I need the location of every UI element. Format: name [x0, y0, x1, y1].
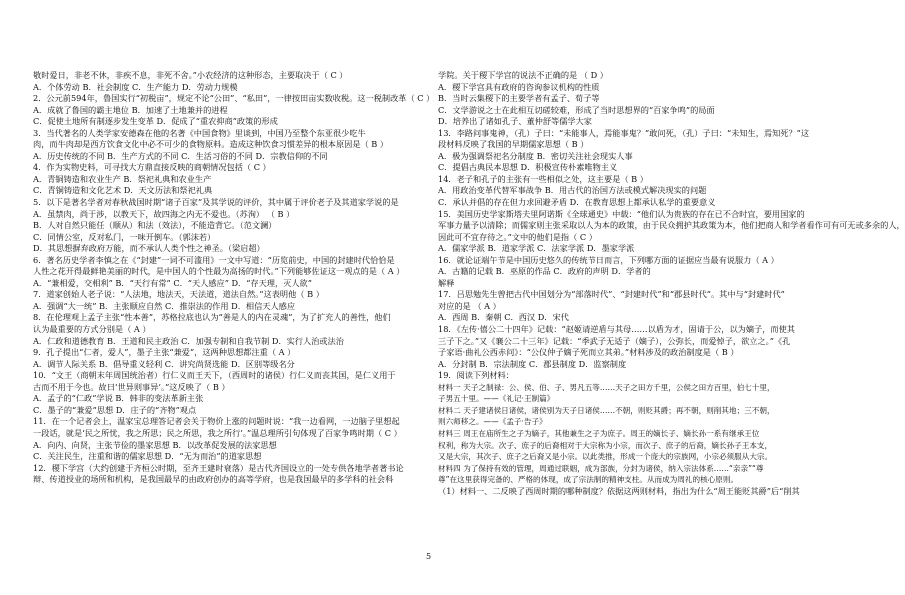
text-line: A．历史传统的不同 B．生产方式的不同 C．生活习俗的不同 D．宗教信仰的不同	[33, 150, 328, 161]
text-line: A．稷下学宫具有政府的咨询参议机构的性质	[438, 81, 600, 92]
text-line: 对应的是 （ A ）	[438, 300, 501, 311]
text-line: （1）材料一、二反映了西周时期的哪种制度？依据这两则材料，指出为什么“周王能贬其爵”后“削其	[438, 485, 800, 496]
text-line: C．促使土地所有制逐步发生变革 D．促成了“重农抑商”政策的形成	[33, 116, 278, 127]
text-line: 16．就论证端午节是中国历史悠久的传统节日而言，下列哪方面的证据应当最有说服力（ A ）	[438, 254, 779, 265]
text-line: C．关注民生，注重和谐的儒家思想 D．“无为而治”的道家思想	[33, 451, 262, 462]
text-line: A．西周 B．秦朝 C．西汉 D．宋代	[438, 312, 569, 323]
text-line: A．个体劳动 B．社会制度 C．生产能力 D．劳动力规模	[33, 81, 238, 92]
text-line: D．培养出了诸如孔子、董仲舒等儒学大家	[438, 116, 592, 127]
text-line: A．仁政和道德教育 B．王道和民主政治 C．加强专制和自我节制 D．实行人治或法治	[33, 335, 344, 346]
text-line: 12．稷下学宫（大约创建于齐桓公时期，至齐王建时衰落）是古代齐国设立的一处专供各地学者著书论	[33, 462, 404, 473]
text-line: 段材料反映了我国的早期儒家思想（ B ）	[438, 139, 589, 150]
text-line: 2．公元前594年，鲁国实行“初税亩”，规定不论“公田”、“私田”，一律按田亩实数收税。这一税制改革（ C ）	[33, 93, 435, 104]
text-line: 材料三 周王在庙所生之子为嫡子，其他兼生之子为庶子。周王的嫡长子、嫡长孙一系有继承王位	[438, 428, 760, 438]
text-line: A．儒家学派 B．道家学派 C．法家学派 D．墨家学派	[438, 243, 635, 254]
text-line: 权利，称为大宗。次子、庶子的后裔相对于大宗称为小宗，而次子、庶子的后裔，嫡长孙子王本支，	[438, 440, 773, 450]
text-line: A．极为强调祭祀名分制度 B．密切关注社会现实人事	[438, 150, 633, 161]
left-column	[33, 70, 435, 486]
text-line: C．墨子的“兼爱”思想 D．庄子的“齐物”观点	[33, 404, 197, 415]
text-line: 4．作为实物史料，可寻找大方鼎直接反映的商朝情况包括（ C ）	[33, 162, 271, 173]
text-line: 3．当代著名的人类学家安德森在他的名著《中国食物》里谈到，中国乃至整个东亚很少吃牛	[33, 127, 366, 138]
text-line: D．其思想摒弃政府万能，而不承认人类个性之神圣。（梁启超）	[33, 243, 265, 254]
text-line: C．同情公室，反对私门，一味开倒车。（郭沫若）	[33, 231, 216, 242]
text-line: 14．老子和孔子的主张有一些相似之处，这主要是（ B ）	[438, 173, 648, 184]
text-line: A．古籍的记载 B．巫原的作品 C．政府的声明 D．学者的	[438, 266, 651, 277]
text-line: 11．在一个记者会上，温家宝总理答记者会关于物价上涨的问题时说：“我一边看网，一边脑子里想起	[33, 416, 400, 427]
text-line: 9．孔子提出“仁者，爱人”，墨子主张“兼爱”，这两种思想都注重（ A ）	[33, 347, 296, 358]
text-line: 学院。关于稷下学宫的说法不正确的是 （ D ）	[438, 70, 608, 80]
text-line: 则六师移之。——《孟子·告子》	[438, 417, 547, 427]
text-line: A．成就了鲁国的霸主地位 B．加速了土地兼并的进程	[33, 104, 228, 115]
text-line: A．向内、向贤，主张节俭的墨家思想 B．以改革促发展的法家思想	[33, 439, 277, 450]
text-line: 军事力量予以清除；而儒家则主张采取以人为本的政策，由于民众拥护其政策为本，他们把商人和学者看作可有可无或多余的人，	[438, 220, 905, 231]
text-line: C．提倡古典民本思想 D．积极宣传朴素唯物主义	[438, 162, 618, 173]
text-line: 5．以下是著名学者对春秋战国时期“诸子百家”及其学说的评价，其中属于评价老子及其道家学说的是	[33, 197, 399, 208]
text-line: 子家语·曲礼公西赤问》：“公仪仲子嫡子死而立其弟。”材料涉及的政治制度是（ B ）	[438, 347, 739, 358]
text-line: 认为最重要的方式分别是（ A ）	[33, 324, 151, 335]
text-line: 19．阅读下列材料：	[438, 370, 514, 381]
text-line: B．当时云集稷下的主要学者有孟子、荀子等	[438, 93, 600, 104]
text-line: A．强调“大一统” B．主张顺应自然 C．推崇法的作用 D．相信天人感应	[33, 300, 296, 311]
right-column	[438, 70, 905, 497]
text-line: 子男五十里。——《礼记·王制篇》	[438, 394, 555, 404]
text-line: C．青铜铸造和文化艺术 D．天文历法和祭祀礼典	[33, 185, 213, 196]
text-line: 7．道家创始人老子说：“人法地，地法天，天法道，道法自然。”这表明他（ B ）	[33, 289, 324, 300]
text-line: 解释	[438, 277, 455, 288]
text-line: 材料一 天子之制禄：公、侯、伯、子、男凡五等……天子之田方千里，公侯之田方百里，伯七十里，	[438, 382, 775, 392]
text-line: A．青铜铸造和农业生产 B．祭祀礼典和农业生产	[33, 173, 212, 184]
text-line: 8．在伦理观上孟子主张“性本善”，苏格拉底也认为“善是人的内在灵魂”，为了扩充人的善性，他们	[33, 312, 391, 323]
text-line: 古而不用于今也。故曰‘世异则事异’。”这反映了（ B ）	[33, 381, 230, 392]
text-line: A．“兼相爱，交相利” B．“天行有常” C．“天人感应” D．“存天理，灭人欲”	[33, 277, 312, 288]
text-line: 18．《左传·僖公二十四年》记载：“赵姬请逆盾与其母……以盾为才，固请于公，以为嫡子，而使其	[438, 324, 795, 335]
text-line: C．文学游说之士在此相互切磋较难，形成了当时思想界的“百家争鸣”的局面	[438, 104, 715, 115]
text-line: 17．吕思勉先生曾把古代中国划分为“部落时代”、“封建时代”和“郡县时代”。其中与“封建时代”	[438, 289, 785, 300]
text-line: 15．美国历史学家斯塔夫里阿诺斯《全球通史》中载：“他们认为贵族的存在已不合时宜，要用国家的	[438, 208, 805, 219]
text-line: A．分封制 B．宗法制度 C．郡县制度 D．监察制度	[438, 358, 627, 369]
text-line: 6．著名历史学者李慎之在《“封建”一词不可滥用》一文中写道：“历览前史，中国的封建时代恰恰是	[33, 254, 395, 265]
text-line: 辩、传道授业的场所和机构，是我国最早的由政府创办的高等学府，也是我国最早的多学科的社会科	[33, 474, 394, 485]
page-number: 5	[426, 552, 432, 561]
text-line: 13．李路问事鬼神，（孔）子曰：“未能事人，焉能事鬼？”敢问死，（孔）子曰：“未知生，焉知死？”这	[438, 127, 810, 138]
text-line: A．调节人际关系 B．倡导重义轻利 C．讲究尚贤选能 D．区别等级名分	[33, 358, 295, 369]
text-line: 材料四 为了保持有效的管理，周通过联姻，成为部族，分封为诸侯，纳入宗法体系……“亲亲”“尊	[438, 463, 764, 473]
text-line: B．人对自然只能任（顺从）和法（效法），不能造背它。（范文澜）	[33, 220, 277, 231]
text-line: 人性之花开得最鲜艳美丽的时代，是中国人的个性最为高扬的时代。”下列能够佐证这一观点的是（ A ）	[33, 266, 405, 277]
text-line: 又是大宗，其次子、庶子之后裔又是小宗。以此类推，形成一个庞大的宗族网，小宗必须服从大宗。	[438, 452, 773, 462]
text-line: 因此可不宜存待之。”文中的他们是指（ C ）	[438, 231, 597, 242]
text-line: A．虽禁肉，尚于涉，以教天下，故四海之内无不爱也。（苏洵） （ B ）	[33, 208, 295, 219]
text-line: 材料二 天子建诸侯日诸侯，诸侯别为天子日诸侯……不朝，则贬其爵；再不朝，则削其地；三不朝，	[438, 405, 775, 415]
text-line: 10．“文王（商朝末年周国统治者）行仁义而王天下，（西周时的诸侯）行仁义而丧其国，是仁义用于	[33, 370, 396, 381]
text-line: C．承认并倡的存在但力求回避矛盾 D．在教育思想上都承认私学的重要意义	[438, 197, 716, 208]
text-line: A．用政治变革代替军事战争 B．用古代的治国方法或模式解决现实的问题	[438, 185, 707, 196]
text-line: A．孟子的“仁政”学说 B．韩非的变法革新主张	[33, 393, 204, 404]
text-line: 敬时爱日，非老不休，非疾不息，非死不舍。”小农经济的这种形态，主要取决于（ C ）	[33, 70, 348, 80]
text-line: 尊”在这里获得完备的、严格的体现，成了宗法制的精神支柱。从而成为周礼的核心原则。	[438, 475, 739, 485]
text-line: 三子下之。”又《襄公二十三年》记载：“季武子无适子（嫡子），公弥长，而爱悼子，欲立之。”《孔	[438, 335, 791, 346]
text-line: 肉，而牛肉却是西方饮食文化中必不可少的食物原料。造成这种饮食习惯差异的根本原因是（ B ）	[33, 139, 389, 150]
text-line: 一段话，就是‘民之所忧，我之所思；民之所思，我之所行’。”温总理所引句体现了百家争鸣时期（ C ）	[33, 427, 402, 438]
